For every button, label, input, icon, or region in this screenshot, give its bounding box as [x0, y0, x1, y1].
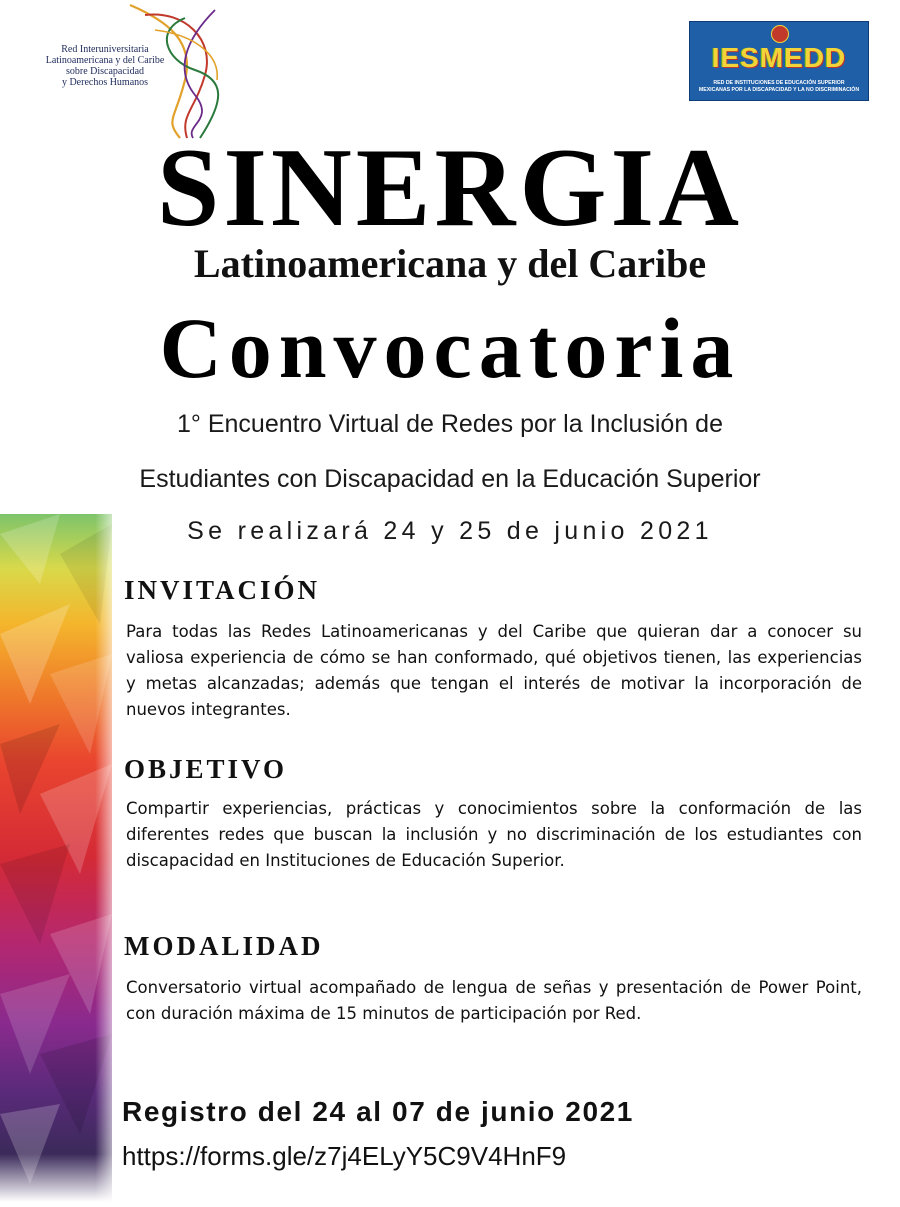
red-logo-line: y Derechos Humanos	[61, 77, 149, 88]
section-text-modalidad: Conversatorio virtual acompañado de lengua de señas y presentación de Power Point, con duración máxima de 15 minutos de participación por Red.	[126, 978, 862, 1023]
iesmedd-subtitle-line: MEXICANAS POR LA DISCAPACIDAD Y LA NO DISCRIMINACIÓN	[698, 86, 860, 93]
red-logo-line: Red Interuniversitaria	[61, 44, 149, 55]
section-text-objetivo: Compartir experiencias, prácticas y conocimientos sobre la conformación de las diferentes redes que buscan la inclusión y no discriminación de los estudiantes con discapacidad en Instituciones de Educación Superior.	[126, 799, 862, 870]
mosaic-pattern-icon	[0, 514, 112, 1202]
iesmedd-wordmark: IESMEDD	[711, 42, 847, 73]
decorative-color-strip	[0, 514, 112, 1202]
section-heading-invitacion: INVITACIÓN	[124, 575, 321, 605]
red-interuniversitaria-logo	[30, 0, 230, 140]
iesmedd-subtitle	[696, 80, 862, 93]
section-heading-objetivo: OBJETIVO	[124, 754, 287, 784]
convocatoria-title: Convocatoria	[159, 300, 741, 396]
main-subtitle: Latinoamericana y del Caribe	[193, 241, 707, 286]
red-logo-text	[30, 44, 180, 88]
iesmedd-subtitle-line: RED DE INSTITUCIONES DE EDUCACIÓN SUPERIOR	[713, 80, 845, 86]
iesmedd-logo	[689, 21, 869, 101]
section-heading-modalidad: MODALIDAD	[124, 931, 324, 961]
event-date: Se realizará 24 y 25 de junio 2021	[187, 517, 713, 545]
section-text-invitacion: Para todas las Redes Latinoamericanas y del Caribe que quieran dar a conocer su valiosa experiencia de cómo se han conformado, qué objetivos tienen, las experiencias y metas alcanzadas; además que tengan el interés de motivar la incorporación de nuevos integrantes.	[126, 622, 862, 719]
event-name-line: 1° Encuentro Virtual de Redes por la Inclusión de	[177, 410, 723, 438]
seal-icon	[771, 25, 789, 43]
registration-dates: Registro del 24 al 07 de junio 2021	[122, 1096, 634, 1127]
registration-form-link[interactable]: https://forms.gle/z7j4ELyY5C9V4HnF9	[122, 1141, 567, 1171]
red-logo-line: sobre Discapacidad	[65, 66, 145, 77]
red-logo-line: Latinoamericana y del Caribe	[45, 55, 165, 66]
main-title: SINERGIA	[157, 126, 743, 250]
event-name-line: Estudiantes con Discapacidad en la Educación Superior	[139, 465, 761, 493]
